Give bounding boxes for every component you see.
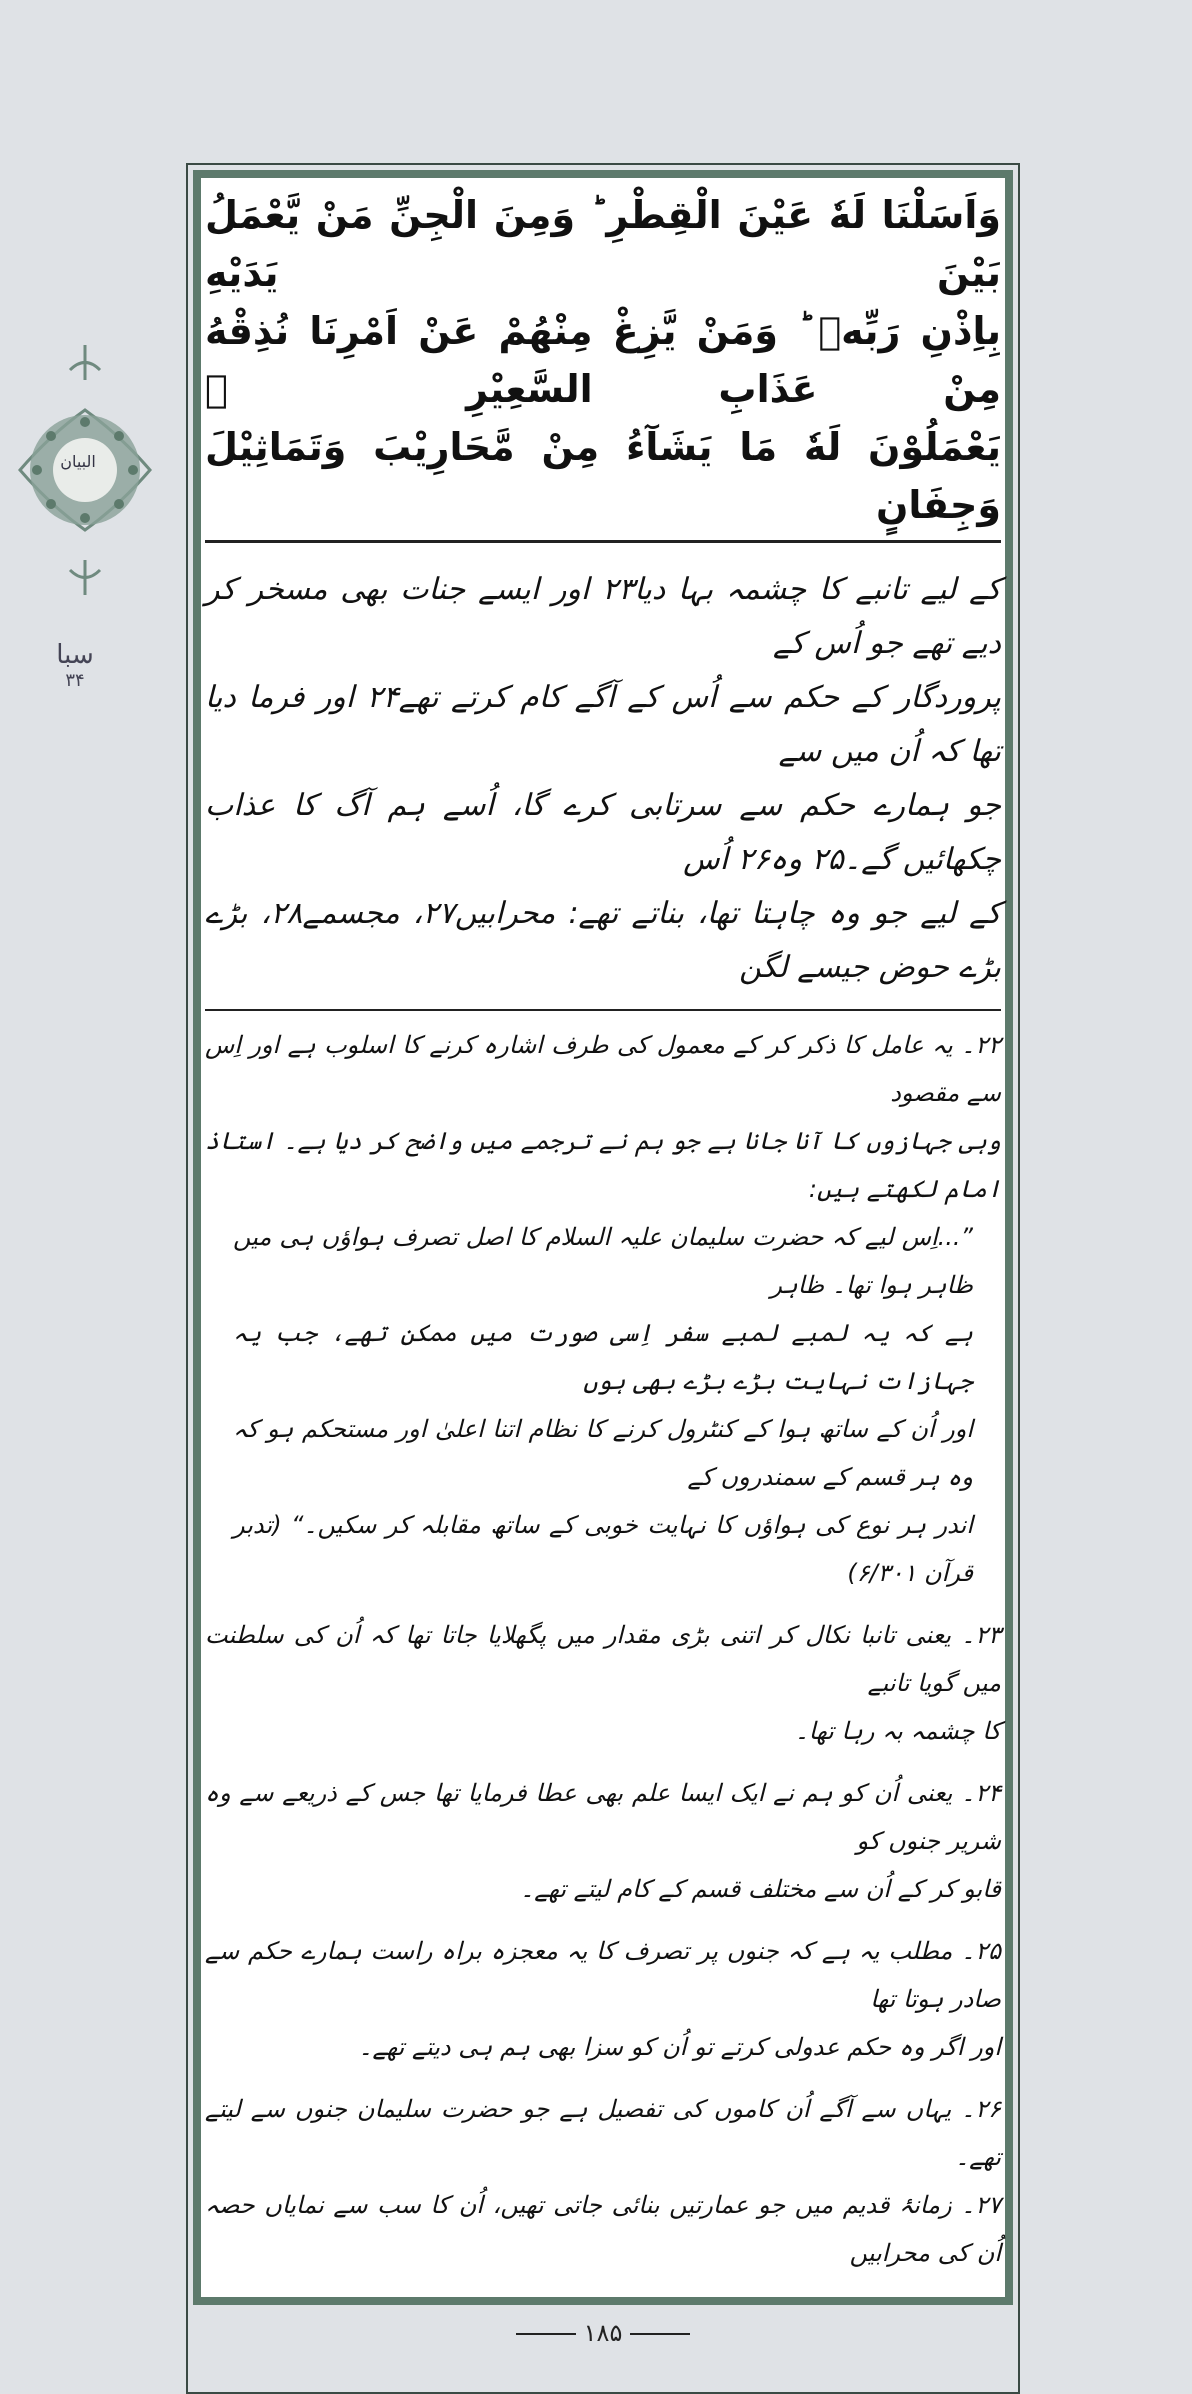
- footnote-line: کا چشمہ بہ رہا تھا۔: [794, 1717, 1001, 1745]
- ornament-title: البیان: [60, 452, 96, 471]
- footnote-line: اور اگر وہ حکم عدولی کرتے تو اُن کو سزا بھی ہم ہی دیتے تھے۔: [358, 2033, 1001, 2061]
- verse-divider: [205, 540, 1001, 543]
- surah-marker: [40, 642, 110, 694]
- surah-name: سبا: [56, 640, 94, 670]
- footnote-quote-line: ہے کہ یہ لمبے لمبے سفر اِسی صورت میں ممکن تھے، جب یہ جہازات نہایت بڑے بڑے بھی ہوں: [233, 1319, 973, 1395]
- verse-line: يَعْمَلُوْنَ لَهٗ مَا يَشَآءُ مِنْ مَّحَارِيْبَ وَتَمَاثِيْلَ وَجِفَانٍ: [205, 425, 1001, 527]
- footnote-divider: [205, 1009, 1001, 1011]
- footnote-line: ۲۴۔ یعنی اُن کو ہم نے ایک ایسا علم بھی عطا فرمایا تھا جس کے ذریعے سے وہ شریر جنوں کو: [205, 1779, 1001, 1855]
- translation-line: کے لیے تانبے کا چشمہ بہا دیا۲۳ اور ایسے جنات بھی مسخر کر دیے تھے جو اُس کے: [205, 572, 1001, 661]
- dash-left: [516, 2333, 576, 2335]
- translation-line: جو ہمارے حکم سے سرتابی کرے گا، اُسے ہم آگ کا عذاب چکھائیں گے۔۲۵ وہ۲۶ اُس: [205, 788, 1001, 877]
- footnote-line: ۲۲۔ یہ عامل کا ذکر کر کے معمول کی طرف اشارہ کرنے کا اسلوب ہے اور اِس سے مقصود: [205, 1031, 1001, 1107]
- footnote-line: ۲۷۔ زمانۂ قدیم میں جو عمارتیں بنائی جاتی تھیں، اُن کا سب سے نمایاں حصہ اُن کی محرابیں: [205, 2191, 1001, 2267]
- footnote-line: ۲۶۔ یہاں سے آگے اُن کاموں کی تفصیل ہے جو حضرت سلیمان جنوں سے لیتے تھے۔: [205, 2095, 1001, 2171]
- page-number: [193, 2319, 1013, 2387]
- page-frame-inner: [193, 170, 1013, 2305]
- page-frame-outer: [186, 163, 1020, 2394]
- surah-number: ۳۴: [65, 670, 85, 691]
- verse-line: وَاَسَلْنَا لَهٗ عَيْنَ الْقِطْرِ ؕ وَمِنَ الْجِنِّ مَنْ يَّعْمَلُ بَيْنَ يَدَيْهِ: [205, 193, 1001, 295]
- translation-line: پروردگار کے حکم سے اُس کے آگے کام کرتے تھے۲۴ اور فرما دیا تھا کہ اُن میں سے: [205, 680, 1001, 769]
- verse-line: بِاِذْنِ رَبِّهٖ ؕ وَمَنْ يَّزِغْ مِنْهُمْ عَنْ اَمْرِنَا نُذِقْهُ مِنْ عَذَابِ السَّعِيْرِ ⑫: [205, 309, 1001, 411]
- footnote-line: قابو کر کے اُن سے مختلف قسم کے کام لیتے تھے۔: [520, 1875, 1001, 1903]
- footnote-quote-line: اندر ہر نوع کی ہواؤں کا نہایت خوبی کے ساتھ مقابلہ کر سکیں۔“ (تدبر قرآن ۶/۳۰۱): [233, 1511, 973, 1587]
- footnote-line: ۲۳۔ یعنی تانبا نکال کر اتنی بڑی مقدار میں پگھلایا جاتا تھا کہ اُن کی سلطنت میں گویا تانبے: [205, 1621, 1001, 1697]
- footnote-line: وہی جہازوں کا آنا جانا ہے جو ہم نے ترجمے میں واضح کر دیا ہے۔ استاذ امام لکھتے ہیں:: [205, 1127, 1001, 1203]
- footnote-quote-line: ”...اِس لیے کہ حضرت سلیمان علیہ السلام کا اصل تصرف ہواؤں ہی میں ظاہر ہوا تھا۔ ظاہر: [233, 1223, 973, 1299]
- footnote-line: ۲۵۔ مطلب یہ ہے کہ جنوں پر تصرف کا یہ معجزہ براہ راست ہمارے حکم سے صادر ہوتا تھا: [205, 1937, 1001, 2013]
- dash-right: [630, 2333, 690, 2335]
- page-number-text: ۱۸۵: [583, 2319, 623, 2347]
- footnote-quote-line: اور اُن کے ساتھ ہوا کے کنٹرول کرنے کا نظام اتنا اعلیٰ اور مستحکم ہو کہ وہ ہر قسم کے سمندروں کے: [233, 1415, 973, 1491]
- translation-line: کے لیے جو وہ چاہتا تھا، بناتے تھے: محرابیں۲۷، مجسمے۲۸، بڑے بڑے حوض جیسے لگن: [205, 896, 1001, 985]
